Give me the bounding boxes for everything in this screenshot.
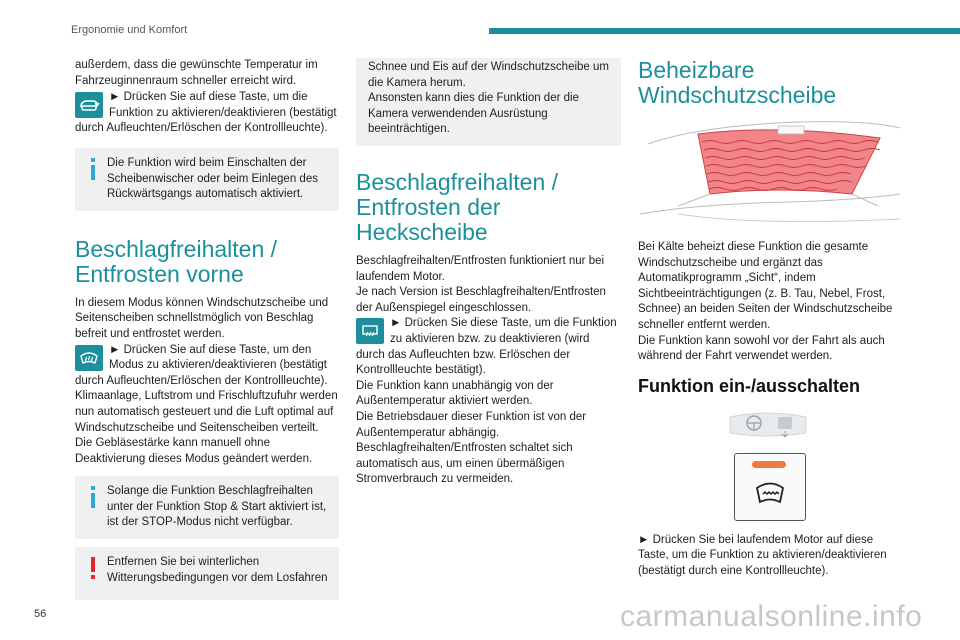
info-note-text: Die Funktion wird beim Einschalten der Scheibenwischer oder beim Einlegen des Rückwärtsgangs automatisch aktiviert. [107,156,318,201]
step-rear-defrost: ► Drücken Sie diese Taste, um die Funktion zu aktivieren bzw. zu deaktivieren (wird durch das Aufleuchten bzw. Erlöschen der Kontrollleuchte bestätigt). [356,317,617,377]
rear-defrost-body3: Die Funktion kann unabhängig von der Außentemperatur aktiviert werden. [356,379,554,408]
steering-wheel-icon [638,409,900,445]
heated-windscreen-illustration [638,114,900,234]
step-heated-windscreen: ► Drücken Sie bei laufendem Motor auf diese Taste, um die Funktion zu aktivieren/deaktivieren (bestätigt durch eine Kontrollleuchte). [638,533,887,577]
page-header [0,0,960,40]
heated-windscreen-body2: Die Funktion kann sowohl vor der Fahrt als auch während der Fahrt verwendet werden. [638,334,885,363]
heading-heated-windscreen: Beheizbare Windschutzscheibe [638,57,837,108]
note-continued-text-2: Ansonsten kann dies die Funktion der die Kamera verwendenden Ausrüstung beeinträchtigen. [368,92,579,136]
heading-switch-on-off: Funktion ein-/ausschalten [638,375,861,396]
section-title: Ergonomie und Komfort [71,24,188,36]
heading-rear-defrost: Beschlagfreihalten / Entfrosten der Heckscheibe [356,168,559,245]
step-front-defrost: ► Drücken Sie auf diese Taste, um den Modus zu aktivieren/deaktivieren (bestätigt durch Aufleuchten/Erlöschen der Kontrollleuchte). [75,343,328,387]
heading-front-defrost: Beschlagfreihalten / Entfrosten vorne [75,235,278,287]
heated-windscreen-button [734,453,806,521]
warning-note-continued [356,58,621,146]
info-note-stopstart [75,476,339,539]
warning-note [75,547,339,600]
front-defrost-icon [75,345,103,371]
header-accent-bar [489,28,960,34]
recirculation-icon [75,92,103,118]
page-number: 56 [34,608,47,620]
warning-note-text: Entfernen Sie bei winterlichen Witterungsbedingungen vor dem Losfahren [107,556,328,584]
column-middle [356,58,621,488]
note-continued-text: Schnee und Eis auf der Windschutzscheibe um die Kamera herum. [368,61,609,89]
info-icon [89,486,97,508]
front-defrost-body3: Die Gebläsestärke kann manuell ohne Deaktivierung dieses Modus geändert werden. [75,437,313,465]
heated-windscreen-icon [754,480,786,506]
intro-text: außerdem, dass die gewünschte Temperatur im Fahrzeuginnenraum schneller erreicht wird. [75,59,318,87]
rear-defrost-body4: Die Betriebsdauer dieser Funktion ist von der Außentemperatur abhängig. [356,410,587,439]
warning-icon [89,557,97,579]
step-recirculation: ► Drücken Sie auf diese Taste, um die Funktion zu aktivieren/deaktivieren (bestätigt durch Aufleuchten/Erlöschen der Kontrollleuchte). [75,91,337,135]
front-defrost-body: In diesem Modus können Windschutzscheibe und Seitenscheiben schnellstmöglich von Beschlag befreit und entfrostet werden. [75,296,329,340]
column-right [638,58,900,580]
info-note-text: Solange die Funktion Beschlagfreihalten unter der Funktion Stop & Start aktiviert ist, ist der STOP-Modus nicht verfügbar. [107,485,327,529]
heated-windscreen-body1: Bei Kälte beheizt diese Funktion die gesamte Windschutzscheibe und ergänzt das Automatikprogramm „Sicht“, indem Sichtbeeinträchtigungen (z. B. Tau, Nebel, Frost, Schnee) an beiden Seiten der Windschutzscheibe schneller entfernt werden. [638,241,893,331]
front-defrost-body2: Klimaanlage, Luftstrom und Frischluftzufuhr werden nun automatisch gesteuert und die Luft optimal auf Windschutzscheibe und Seitenscheiben verteilt. [75,390,338,434]
rear-defrost-body1: Beschlagfreihalten/Entfrosten funktioniert nur bei laufendem Motor. [356,254,605,283]
led-indicator [752,461,786,468]
info-icon [89,158,97,180]
column-left [75,58,339,600]
watermark: carmanualsonline.info [620,600,923,633]
rear-defrost-body5: Beschlagfreihalten/Entfrosten schaltet sich automatisch aus, um einen übermäßigen Stromverbrauch zu vermeiden. [356,442,573,486]
rear-defrost-icon [356,318,384,344]
rear-defrost-body2: Je nach Version ist Beschlagfreihalten/Entfrosten der Außenspiegel eingeschlossen. [356,286,606,314]
info-note [75,148,339,211]
